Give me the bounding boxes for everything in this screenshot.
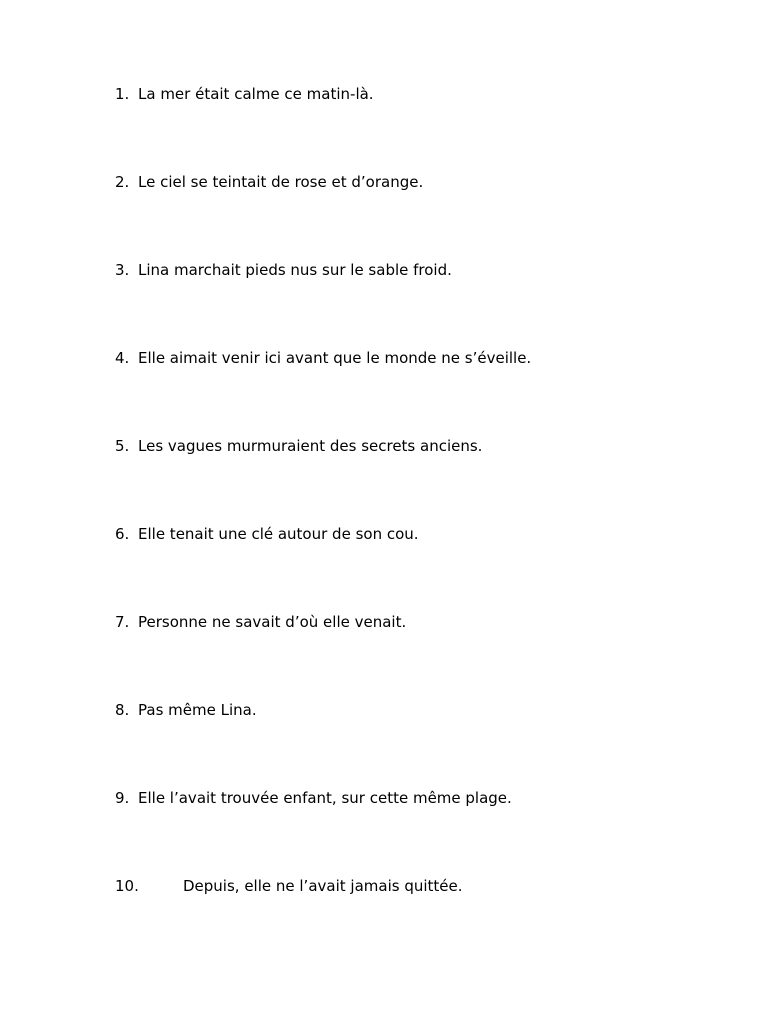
list-item: [115, 876, 531, 964]
item-text: Elle l’avait trouvée enfant, sur cette même plage.: [138, 789, 512, 807]
list-item: [115, 436, 531, 524]
item-number: 6.: [115, 525, 130, 543]
list-item: [115, 788, 531, 876]
list-item: [115, 612, 531, 700]
list-item: [115, 84, 531, 172]
item-number: 10.: [115, 877, 139, 895]
item-number: 5.: [115, 437, 130, 455]
item-text: Elle tenait une clé autour de son cou.: [138, 525, 419, 543]
item-text: Lina marchait pieds nus sur le sable froid.: [138, 261, 452, 279]
item-number: 2.: [115, 173, 130, 191]
item-number: 8.: [115, 701, 130, 719]
item-number: 3.: [115, 261, 130, 279]
item-text: Depuis, elle ne l’avait jamais quittée.: [183, 877, 463, 895]
list-item: [115, 524, 531, 612]
item-number: 4.: [115, 349, 130, 367]
item-text: Le ciel se teintait de rose et d’orange.: [138, 173, 424, 191]
numbered-list: [115, 84, 531, 964]
item-text: Les vagues murmuraient des secrets anciens.: [138, 437, 483, 455]
item-number: 1.: [115, 85, 130, 103]
list-item: [115, 348, 531, 436]
item-number: 7.: [115, 613, 130, 631]
list-item: [115, 172, 531, 260]
item-text: Pas même Lina.: [138, 701, 257, 719]
list-item: [115, 700, 531, 788]
item-number: 9.: [115, 789, 130, 807]
item-text: Personne ne savait d’où elle venait.: [138, 613, 407, 631]
list-item: [115, 260, 531, 348]
item-text: La mer était calme ce matin-là.: [138, 85, 374, 103]
item-text: Elle aimait venir ici avant que le monde ne s’éveille.: [138, 349, 532, 367]
